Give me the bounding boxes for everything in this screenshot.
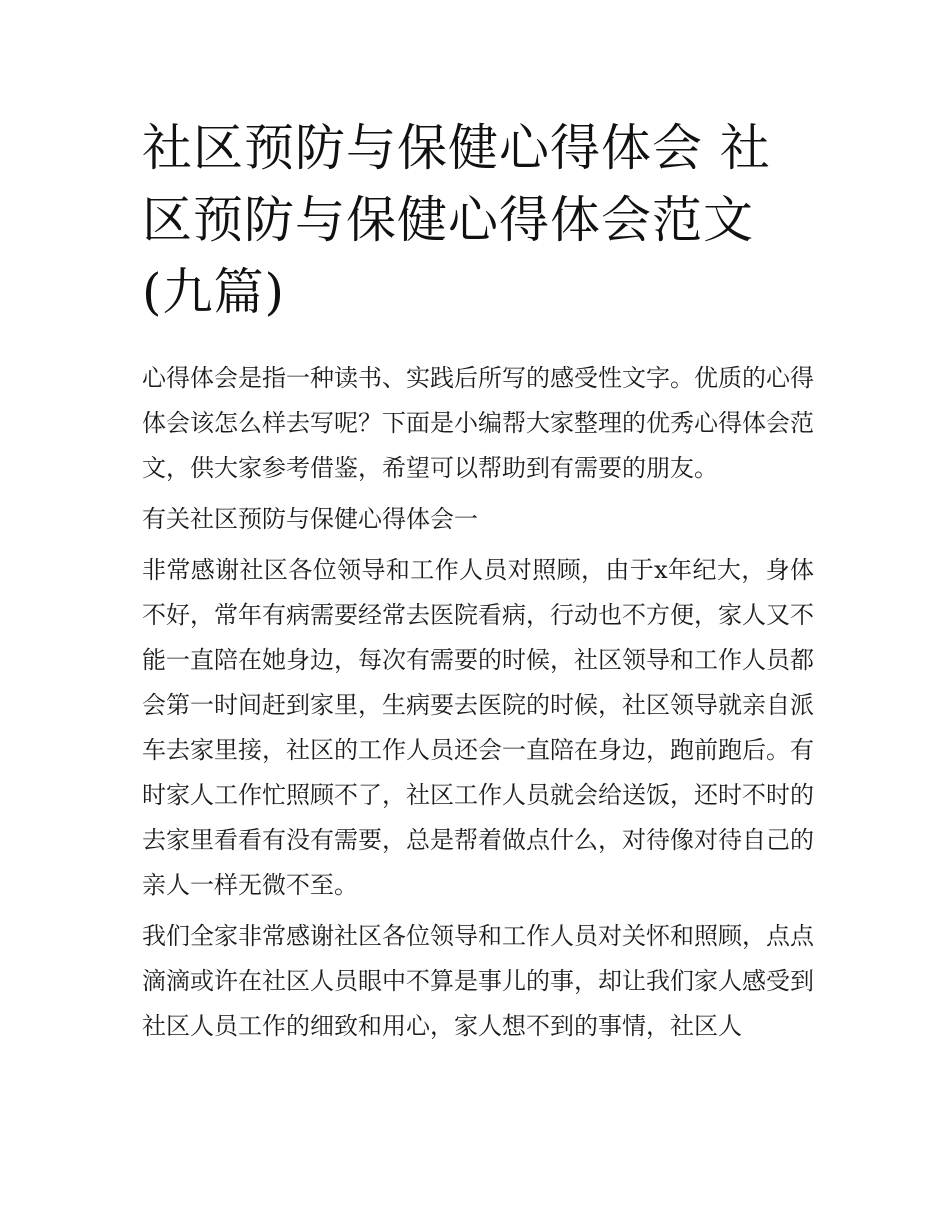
section-heading: 有关社区预防与保健心得体会一 xyxy=(142,505,478,533)
intro-paragraph: 心得体会是指一种读书、实践后所写的感受性文字。优质的心得体会该怎么样去写呢？下面是小编帮大家整理的优秀心得体会范文，供大家参考借鉴，希望可以帮助到有需要的朋友。 xyxy=(142,364,814,482)
document-title: 社区预防与保健心得体会 社区预防与保健心得体会范文(九篇) xyxy=(142,119,771,321)
document-body xyxy=(142,356,814,1049)
body-paragraph-1: 非常感谢社区各位领导和工作人员对照顾，由于x年纪大，身体不好，常年有病需要经常去医院看病，行动也不方便，家人又不能一直陪在她身边，每次有需要的时候，社区领导和工作人员都会第一时间赶到家里，生病要去医院的时候，社区领导就亲自派车去家里接，社区的工作人员还会一直陪在身边，跑前跑后。有时家人工作忙照顾不了，社区工作人员就会给送饭，还时不时的去家里看看有没有需要，总是帮着做点什么，对待像对待自己的亲人一样无微不至。 xyxy=(142,556,814,899)
document-content xyxy=(142,112,814,1055)
body-paragraph-2: 我们全家非常感谢社区各位领导和工作人员对关怀和照顾，点点滴滴或许在社区人员眼中不算是事儿的事，却让我们家人感受到社区人员工作的细致和用心，家人想不到的事情，社区人 xyxy=(142,922,814,1040)
